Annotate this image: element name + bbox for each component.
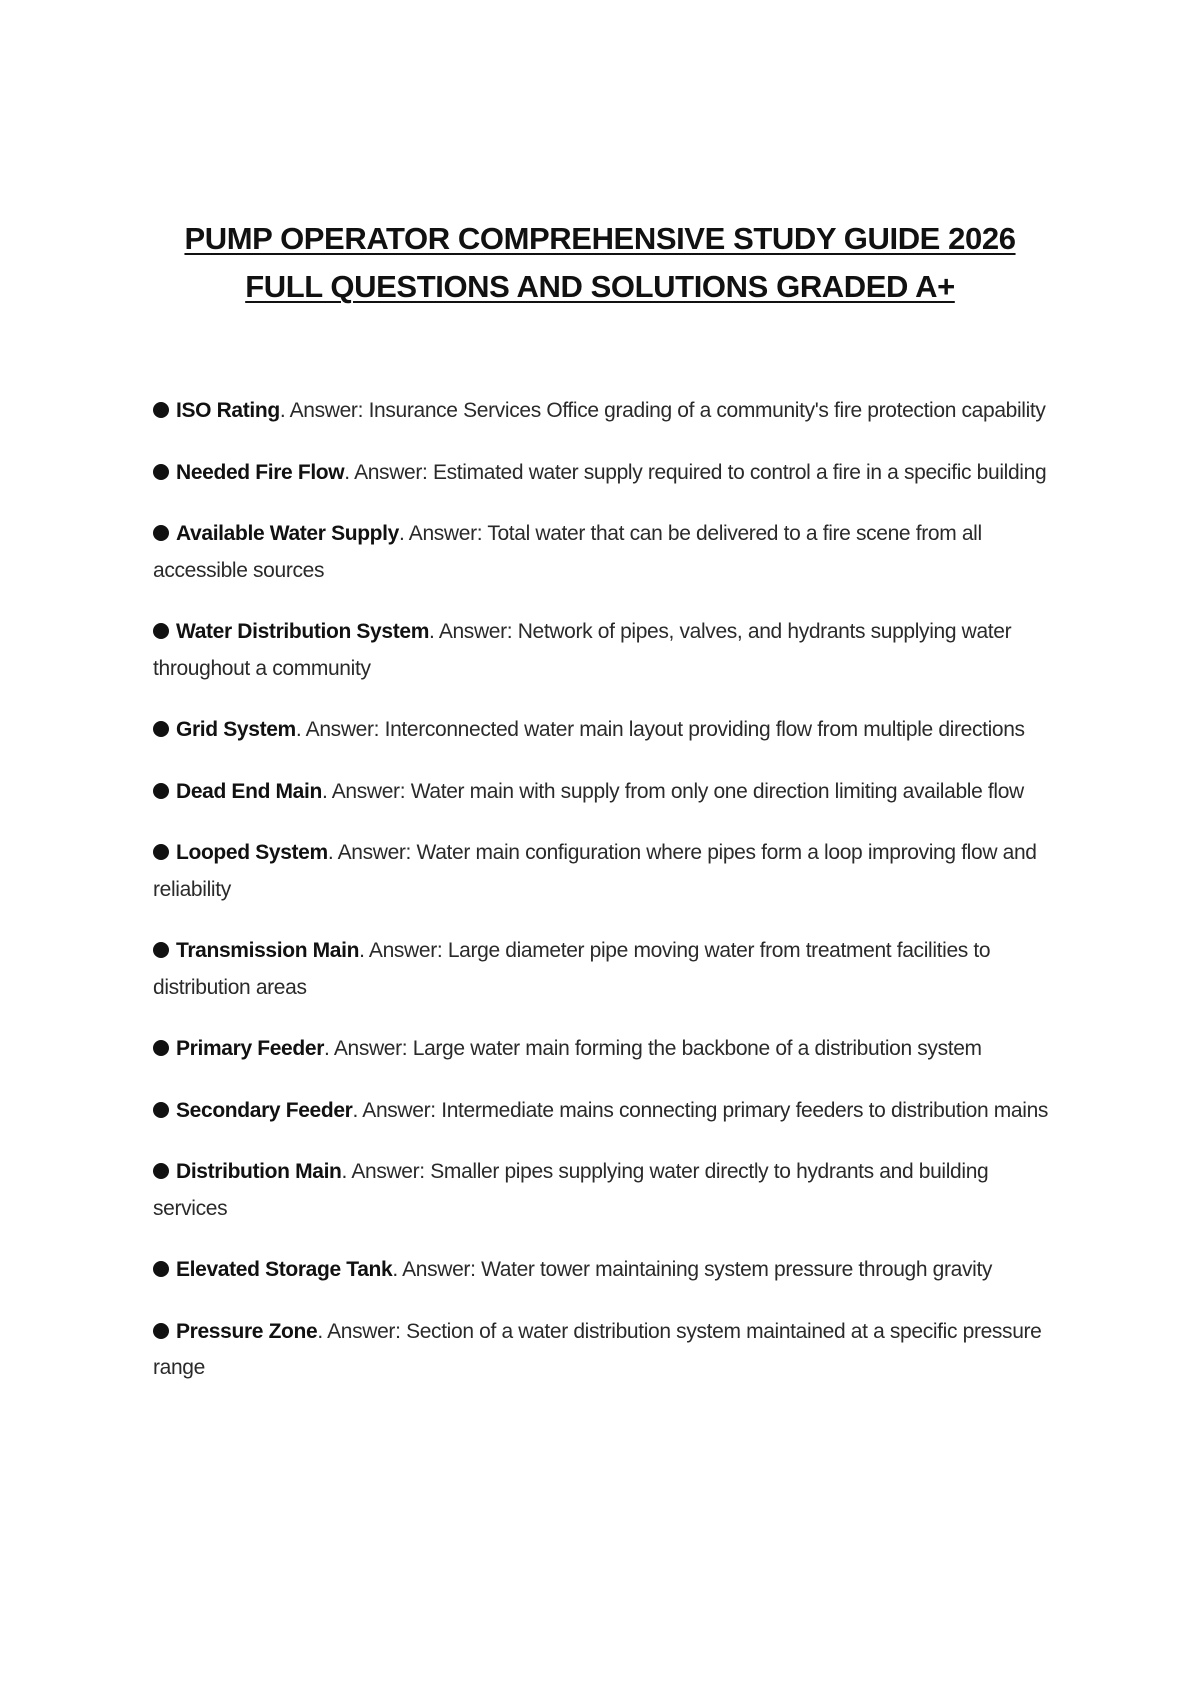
term-label: Primary Feeder — [176, 1037, 325, 1060]
term-label: ISO Rating — [176, 399, 280, 422]
answer-text: Water tower maintaining system pressure through gravity — [481, 1258, 993, 1281]
term-item — [153, 393, 1058, 430]
term-item — [153, 1314, 1058, 1387]
term-item — [153, 1154, 1058, 1227]
term-label: Pressure Zone — [176, 1319, 318, 1343]
answer-text: Large water main forming the backbone of a distribution system — [412, 1037, 982, 1060]
term-item — [153, 455, 1058, 492]
bullet-icon — [153, 1040, 169, 1056]
term-item — [153, 1252, 1058, 1289]
answer-prefix: . Answer: — [317, 1319, 407, 1343]
term-label: Needed Fire Flow — [176, 460, 345, 484]
bullet-icon — [153, 721, 169, 737]
answer-text: Section of a water distribution system maintained at a specific pressure range — [153, 1319, 1042, 1379]
bullet-icon — [153, 783, 169, 799]
title-line-1: PUMP OPERATOR COMPREHENSIVE STUDY GUIDE 2026 — [184, 221, 1016, 256]
term-label: Transmission Main — [176, 939, 360, 962]
answer-text: Interconnected water main layout providing flow from multiple directions — [384, 718, 1025, 741]
document-title — [120, 215, 1080, 311]
term-list — [153, 393, 1058, 1387]
bullet-icon — [153, 623, 169, 639]
answer-prefix: . Answer: — [398, 522, 488, 545]
answer-text: Estimated water supply required to control a fire in a specific building — [432, 460, 1047, 484]
answer-prefix: . Answer: — [321, 779, 411, 803]
term-label: Water Distribution System — [176, 620, 430, 643]
title-line-1-row — [120, 215, 1080, 263]
term-label: Secondary Feeder — [176, 1098, 353, 1122]
term-item — [153, 835, 1058, 908]
title-line-2: FULL QUESTIONS AND SOLUTIONS GRADED A+ — [245, 269, 955, 304]
answer-text: Insurance Services Office grading of a community's fire protection capability — [368, 399, 1046, 422]
term-item — [153, 614, 1058, 687]
answer-text: Large diameter pipe moving water from treatment facilities to distribution areas — [153, 939, 991, 999]
answer-text: Water main configuration where pipes form a loop improving flow and reliability — [153, 841, 1037, 901]
bullet-icon — [153, 1163, 169, 1179]
term-item — [153, 774, 1058, 811]
answer-prefix: . Answer: — [341, 1160, 431, 1183]
title-line-2-row — [120, 263, 1080, 311]
term-item — [153, 516, 1058, 589]
term-label: Grid System — [176, 718, 296, 741]
answer-prefix: . Answer: — [279, 399, 369, 422]
answer-prefix: . Answer: — [295, 718, 385, 741]
answer-prefix: . Answer: — [327, 841, 417, 864]
bullet-icon — [153, 1323, 169, 1339]
answer-prefix: . Answer: — [352, 1098, 442, 1122]
bullet-icon — [153, 525, 169, 541]
term-label: Dead End Main — [176, 779, 322, 803]
bullet-icon — [153, 464, 169, 480]
term-item — [153, 1093, 1058, 1130]
answer-text: Network of pipes, valves, and hydrants supplying water throughout a community — [153, 620, 1012, 680]
term-label: Distribution Main — [176, 1160, 342, 1183]
answer-prefix: . Answer: — [429, 620, 518, 643]
term-label: Available Water Supply — [176, 522, 399, 545]
bullet-icon — [153, 402, 169, 418]
answer-text: Smaller pipes supplying water directly to hydrants and building services — [153, 1160, 989, 1220]
bullet-icon — [153, 1261, 169, 1277]
term-label: Looped System — [176, 841, 328, 864]
answer-prefix: . Answer: — [392, 1258, 482, 1281]
bullet-icon — [153, 942, 169, 958]
answer-text: Total water that can be delivered to a fire scene from all accessible sources — [153, 522, 982, 582]
answer-prefix: . Answer: — [359, 939, 448, 962]
answer-text: Water main with supply from only one direction limiting available flow — [410, 779, 1024, 803]
bullet-icon — [153, 1102, 169, 1118]
answer-text: Intermediate mains connecting primary feeders to distribution mains — [441, 1098, 1049, 1122]
answer-prefix: . Answer: — [324, 1037, 413, 1060]
answer-prefix: . Answer: — [344, 460, 433, 484]
term-item — [153, 1031, 1058, 1068]
term-item — [153, 712, 1058, 749]
term-label: Elevated Storage Tank — [176, 1258, 393, 1281]
bullet-icon — [153, 844, 169, 860]
term-item — [153, 933, 1058, 1006]
